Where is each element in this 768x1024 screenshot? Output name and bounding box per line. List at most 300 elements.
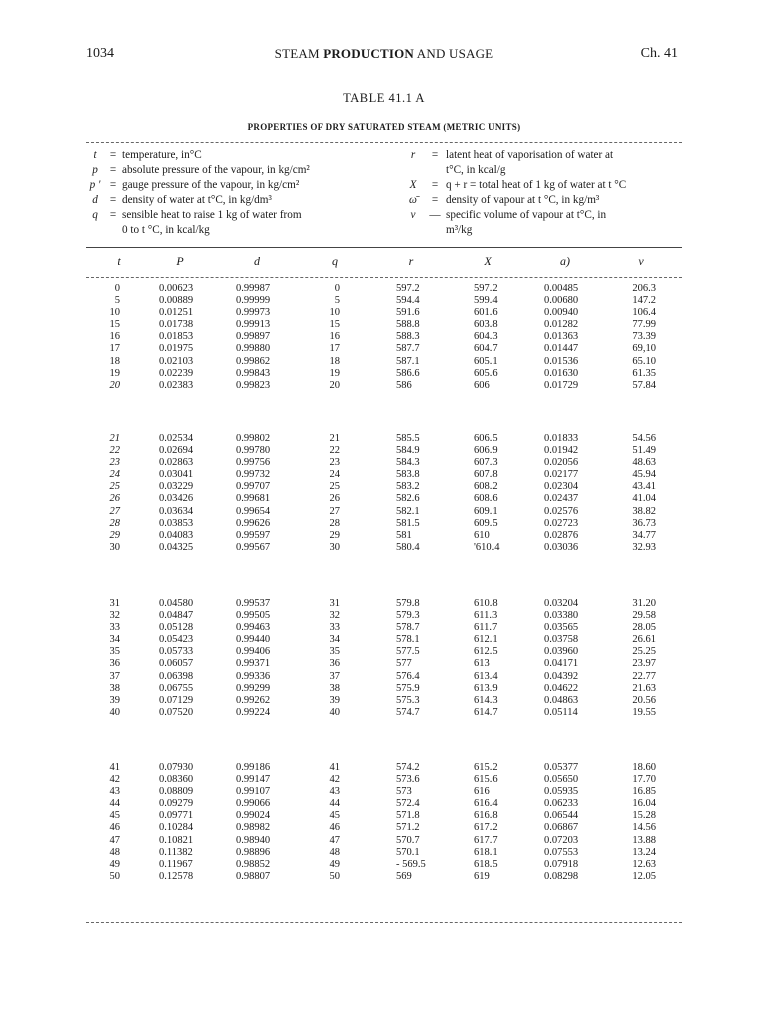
cell-t: 36 — [109, 658, 120, 670]
cell-t: 10 — [109, 307, 120, 319]
cell-d: 0.99147 — [236, 774, 271, 786]
cell-p: 0.03041 — [159, 469, 194, 481]
cell-d: 0.99897 — [236, 331, 271, 343]
legend-right — [402, 148, 626, 238]
cell-d: 0.99843 — [236, 367, 271, 379]
cell-q: 17 — [329, 343, 340, 355]
legend-row — [402, 193, 626, 208]
cell-r: 579.3 — [396, 610, 420, 622]
cell-v: 31.20 — [632, 598, 656, 609]
cell-omega: 0.03204 — [544, 598, 579, 609]
cell-v: 34.77 — [632, 529, 656, 541]
legend-eq: = — [109, 164, 117, 176]
legend-sym: X — [409, 179, 417, 191]
cell-x: 605.6 — [474, 367, 498, 379]
cell-p: 0.08360 — [159, 774, 194, 786]
legend-continuation: m³/kg — [446, 224, 473, 236]
cell-v: 73.39 — [632, 331, 656, 343]
cell-v: 48.63 — [632, 457, 656, 469]
cell-r: 581 — [396, 529, 412, 541]
cell-omega: 0.01447 — [544, 343, 579, 355]
cell-r: 587.7 — [396, 343, 420, 355]
cell-p: 0.02534 — [159, 433, 194, 444]
table-row — [0, 835, 768, 847]
table-row — [0, 598, 768, 610]
cell-q: 15 — [329, 319, 340, 331]
cell-x: 616.8 — [474, 810, 498, 822]
table-row — [0, 368, 768, 380]
cell-omega: 0.01630 — [544, 367, 579, 379]
cell-q: 25 — [329, 481, 340, 493]
table-row — [0, 658, 768, 670]
legend-sym: q — [92, 209, 98, 221]
cell-x: 615.6 — [474, 774, 498, 786]
cell-q: 10 — [329, 307, 340, 319]
cell-r: 570.7 — [396, 834, 420, 846]
table-row — [0, 634, 768, 646]
cell-t: 21 — [109, 433, 120, 444]
cell-v: 54.56 — [632, 433, 656, 444]
cell-t: 44 — [109, 798, 120, 810]
cell-q: 41 — [329, 762, 340, 773]
cell-x: 611.3 — [474, 610, 498, 622]
cell-q: 38 — [329, 682, 340, 694]
table-row — [0, 457, 768, 469]
cell-d: 0.99780 — [236, 445, 271, 457]
cell-d: 0.99066 — [236, 798, 271, 810]
running-title-pre: STEAM — [274, 46, 324, 61]
cell-t: 41 — [109, 762, 120, 773]
legend-desc: density of vapour at t °C, in kg/m³ — [446, 194, 600, 206]
cell-r: 582.6 — [396, 493, 420, 505]
table-row — [0, 469, 768, 481]
table-row — [0, 622, 768, 634]
cell-v: 41.04 — [632, 493, 656, 505]
cell-v: 57.84 — [632, 379, 656, 391]
cell-p: 0.03229 — [159, 481, 194, 493]
legend-sym: d — [92, 194, 98, 206]
cell-q: 24 — [329, 469, 340, 481]
cell-p: 0.05733 — [159, 646, 194, 658]
cell-t: 24 — [109, 469, 120, 481]
table-row — [0, 798, 768, 810]
legend-desc: sensible heat to raise 1 kg of water from — [122, 209, 302, 221]
cell-v: 65.10 — [632, 355, 656, 367]
cell-v: 18.60 — [632, 762, 656, 773]
cell-q: 18 — [329, 355, 340, 367]
cell-omega: 0.06233 — [544, 798, 579, 810]
cell-t: 0 — [114, 283, 120, 294]
cell-t: 29 — [109, 529, 120, 541]
cell-q: 21 — [329, 433, 340, 444]
rule-header-bottom — [86, 277, 682, 278]
cell-p: 0.03426 — [159, 493, 194, 505]
cell-x: 613.4 — [474, 670, 498, 682]
cell-t: 33 — [109, 622, 120, 634]
cell-r: 573.6 — [396, 774, 420, 786]
cell-p: 0.04325 — [159, 541, 194, 553]
cell-d: 0.99987 — [236, 283, 271, 294]
legend-row — [86, 178, 310, 193]
cell-d: 0.99654 — [236, 505, 271, 517]
cell-omega: 0.06867 — [544, 822, 579, 834]
cell-v: 45.94 — [632, 469, 656, 481]
cell-x: 597.2 — [474, 283, 498, 294]
cell-t: 15 — [109, 319, 120, 331]
cell-x: 619 — [474, 870, 490, 882]
cell-omega: 0.02723 — [544, 517, 579, 529]
cell-q: 23 — [329, 457, 340, 469]
cell-q: 0 — [334, 283, 340, 294]
cell-v: 61.35 — [632, 367, 656, 379]
cell-p: 0.00889 — [159, 295, 194, 307]
cell-r: 570.1 — [396, 846, 420, 858]
legend-sym: t — [93, 149, 97, 161]
cell-r: 571.2 — [396, 822, 420, 834]
cell-t: 46 — [109, 822, 120, 834]
cell-q: 30 — [329, 541, 340, 553]
cell-v: 17.70 — [632, 774, 656, 786]
cell-q: 46 — [329, 822, 340, 834]
cell-v: 147.2 — [632, 295, 656, 307]
legend-eq: = — [431, 194, 439, 206]
cell-d: 0.99463 — [236, 622, 271, 634]
cell-r: 574.7 — [396, 706, 420, 718]
table-row-group — [0, 598, 768, 719]
cell-r: 572.4 — [396, 798, 420, 810]
cell-d: 0.99406 — [236, 646, 271, 658]
cell-d: 0.99505 — [236, 610, 271, 622]
table-row — [0, 283, 768, 295]
cell-r: 588.8 — [396, 319, 420, 331]
cell-d: 0.99756 — [236, 457, 271, 469]
cell-t: 25 — [109, 481, 120, 493]
cell-x: 606.5 — [474, 433, 498, 444]
cell-omega: 0.02304 — [544, 481, 579, 493]
cell-r: 586 — [396, 379, 412, 391]
cell-x: 606 — [474, 379, 490, 391]
legend-row — [86, 163, 310, 178]
legend-row — [402, 148, 626, 163]
cell-d: 0.99024 — [236, 810, 271, 822]
cell-p: 0.11967 — [159, 858, 193, 870]
cell-omega: 0.07918 — [544, 858, 579, 870]
cell-omega: 0.04863 — [544, 694, 579, 706]
cell-t: 47 — [109, 834, 120, 846]
legend-eq: = — [109, 194, 117, 206]
cell-v: 14.56 — [632, 822, 656, 834]
cell-p: 0.09771 — [159, 810, 194, 822]
cell-x: 607.3 — [474, 457, 498, 469]
cell-t: 19 — [109, 367, 120, 379]
legend-sym: r — [410, 149, 416, 161]
cell-x: 599.4 — [474, 295, 498, 307]
cell-d: 0.98896 — [236, 846, 271, 858]
cell-p: 0.05128 — [159, 622, 194, 634]
legend-row — [86, 208, 310, 223]
table-row — [0, 683, 768, 695]
cell-p: 0.02103 — [159, 355, 194, 367]
legend-sym: p ' — [89, 179, 101, 191]
cell-p: 0.09279 — [159, 798, 194, 810]
cell-omega: 0.07203 — [544, 834, 579, 846]
cell-r: 581.5 — [396, 517, 420, 529]
legend-row — [402, 178, 626, 193]
cell-t: 35 — [109, 646, 120, 658]
legend-sym: v — [410, 209, 416, 221]
cell-r: 584.3 — [396, 457, 420, 469]
cell-q: 47 — [329, 834, 340, 846]
cell-r: 578.1 — [396, 634, 420, 646]
table-row — [0, 786, 768, 798]
cell-t: 38 — [109, 682, 120, 694]
cell-d: 0.99440 — [236, 634, 271, 646]
chapter-label: Ch. 41 — [640, 46, 678, 61]
legend-desc: q + r = total heat of 1 kg of water at t °C — [446, 179, 627, 191]
cell-omega: 0.07553 — [544, 846, 579, 858]
legend-sym: ω̄ — [409, 194, 417, 206]
legend-eq: = — [109, 179, 117, 191]
cell-v: 77.99 — [632, 319, 656, 331]
cell-t: 37 — [109, 670, 120, 682]
cell-r: 587.1 — [396, 355, 420, 367]
cell-t: 49 — [109, 858, 120, 870]
cell-t: 30 — [109, 541, 120, 553]
cell-p: 0.04580 — [159, 598, 194, 609]
cell-r: - 569.5 — [396, 858, 426, 870]
cell-q: 36 — [329, 658, 340, 670]
cell-d: 0.99913 — [236, 319, 271, 331]
cell-omega: 0.06544 — [544, 810, 579, 822]
legend-desc: latent heat of vaporisation of water at — [446, 149, 614, 161]
table-row-group — [0, 283, 768, 392]
cell-x: 618.5 — [474, 858, 498, 870]
cell-d: 0.99707 — [236, 481, 271, 493]
cell-t: 26 — [109, 493, 120, 505]
cell-x: 608.2 — [474, 481, 498, 493]
cell-d: 0.99973 — [236, 307, 271, 319]
table-row — [0, 707, 768, 719]
cell-x: 609.1 — [474, 505, 498, 517]
cell-x: 605.1 — [474, 355, 498, 367]
cell-omega: 0.04392 — [544, 670, 579, 682]
cell-p: 0.02239 — [159, 367, 194, 379]
legend-eq: = — [109, 149, 117, 161]
cell-t: 27 — [109, 505, 120, 517]
col-header-x: X — [484, 254, 492, 268]
cell-t: 43 — [109, 786, 120, 798]
cell-p: 0.01738 — [159, 319, 194, 331]
cell-x: 610.8 — [474, 598, 498, 609]
cell-omega: 0.01363 — [544, 331, 579, 343]
cell-r: 588.3 — [396, 331, 420, 343]
cell-t: 32 — [109, 610, 120, 622]
cell-x: 606.9 — [474, 445, 498, 457]
cell-x: 618.1 — [474, 846, 498, 858]
cell-x: 604.3 — [474, 331, 498, 343]
cell-q: 33 — [329, 622, 340, 634]
cell-v: 28.05 — [632, 622, 656, 634]
cell-q: 22 — [329, 445, 340, 457]
table-row — [0, 530, 768, 542]
cell-v: 25.25 — [632, 646, 656, 658]
col-header-r: r — [408, 254, 414, 268]
legend-eq — [424, 163, 446, 178]
cell-d: 0.98982 — [236, 822, 271, 834]
table-row — [0, 445, 768, 457]
table-row — [0, 481, 768, 493]
cell-p: 0.12578 — [159, 870, 194, 882]
cell-r: 574.2 — [396, 762, 420, 773]
cell-omega: 0.05650 — [544, 774, 579, 786]
cell-q: 49 — [329, 858, 340, 870]
cell-q: 50 — [329, 870, 340, 882]
cell-t: 16 — [109, 331, 120, 343]
cell-d: 0.99186 — [236, 762, 271, 773]
legend-desc: gauge pressure of the vapour, in kg/cm² — [122, 179, 300, 191]
cell-omega: 0.02876 — [544, 529, 579, 541]
cell-t: 39 — [109, 694, 120, 706]
cell-omega: 0.03758 — [544, 634, 579, 646]
cell-p: 0.01251 — [159, 307, 194, 319]
cell-d: 0.99597 — [236, 529, 271, 541]
legend-desc: density of water at t°C, in kg/dm³ — [122, 194, 272, 206]
legend-continuation: 0 to t °C, in kcal/kg — [122, 224, 210, 236]
cell-x: 607.8 — [474, 469, 498, 481]
cell-t: 23 — [109, 457, 120, 469]
cell-x: '610.4 — [474, 541, 500, 553]
cell-p: 0.08809 — [159, 786, 194, 798]
cell-v: 16.85 — [632, 786, 656, 798]
cell-r: 586.6 — [396, 367, 420, 379]
cell-v: 38.82 — [632, 505, 656, 517]
cell-v: 36.73 — [632, 517, 656, 529]
cell-x: 614.3 — [474, 694, 498, 706]
cell-d: 0.98807 — [236, 870, 271, 882]
cell-v: 32.93 — [632, 541, 656, 553]
cell-d: 0.99107 — [236, 786, 271, 798]
cell-t: 22 — [109, 445, 120, 457]
table-row — [0, 343, 768, 355]
cell-p: 0.11382 — [159, 846, 193, 858]
cell-v: 20.56 — [632, 694, 656, 706]
table-row — [0, 433, 768, 445]
cell-q: 5 — [334, 295, 340, 307]
running-title-bold: PRODUCTION — [323, 46, 415, 61]
cell-omega: 0.00940 — [544, 307, 579, 319]
cell-v: 13.88 — [632, 834, 656, 846]
cell-p: 0.01853 — [159, 331, 194, 343]
legend-row — [86, 148, 310, 163]
page-number: 1034 — [86, 46, 114, 61]
cell-v: 106.4 — [632, 307, 656, 319]
cell-r: 591.6 — [396, 307, 420, 319]
cell-omega: 0.08298 — [544, 870, 579, 882]
cell-x: 604.7 — [474, 343, 498, 355]
table-row — [0, 695, 768, 707]
legend-desc: t°C, in kcal/g — [446, 164, 506, 176]
cell-omega: 0.03960 — [544, 646, 579, 658]
cell-v: 13.24 — [632, 846, 656, 858]
running-title-post: AND USAGE — [414, 46, 494, 61]
col-header-v: v — [638, 254, 644, 268]
table-row — [0, 810, 768, 822]
cell-x: 609.5 — [474, 517, 498, 529]
cell-v: 16.04 — [632, 798, 656, 810]
cell-t: 17 — [109, 343, 120, 355]
cell-x: 614.7 — [474, 706, 498, 718]
col-header-p: P — [176, 254, 184, 268]
cell-r: 575.9 — [396, 682, 420, 694]
cell-omega: 0.04171 — [544, 658, 579, 670]
cell-omega: 0.02056 — [544, 457, 579, 469]
cell-omega: 0.05114 — [544, 706, 578, 718]
legend-eq: — — [429, 209, 441, 221]
cell-p: 0.02694 — [159, 445, 194, 457]
cell-d: 0.99681 — [236, 493, 271, 505]
cell-r: 584.9 — [396, 445, 420, 457]
cell-r: 594.4 — [396, 295, 420, 307]
cell-t: 5 — [114, 295, 120, 307]
table-row — [0, 356, 768, 368]
cell-r: 571.8 — [396, 810, 420, 822]
cell-omega: 0.01536 — [544, 355, 579, 367]
cell-q: 20 — [329, 379, 340, 391]
cell-p: 0.10284 — [159, 822, 194, 834]
cell-d: 0.99371 — [236, 658, 271, 670]
cell-q: 28 — [329, 517, 340, 529]
cell-omega: 0.00485 — [544, 283, 579, 294]
table-row — [0, 774, 768, 786]
cell-p: 0.02383 — [159, 379, 194, 391]
legend-sym — [402, 163, 424, 178]
cell-t: 40 — [109, 706, 120, 718]
cell-v: 19.55 — [632, 706, 656, 718]
col-header-omega: a) — [560, 254, 570, 268]
cell-r: 576.4 — [396, 670, 420, 682]
cell-v: 206.3 — [632, 283, 656, 294]
cell-v: 23.97 — [632, 658, 656, 670]
table-row — [0, 518, 768, 530]
cell-omega: 0.03565 — [544, 622, 579, 634]
cell-t: 20 — [109, 379, 120, 391]
cell-q: 27 — [329, 505, 340, 517]
cell-q: 48 — [329, 846, 340, 858]
legend-eq: = — [109, 209, 117, 221]
legend-row — [86, 193, 310, 208]
legend-sym: p — [92, 164, 98, 176]
cell-t: 42 — [109, 774, 120, 786]
legend-left — [86, 148, 310, 238]
cell-x: 616.4 — [474, 798, 498, 810]
legend-eq: = — [431, 179, 439, 191]
legend-desc: temperature, in°C — [122, 149, 202, 161]
cell-d: 0.99862 — [236, 355, 271, 367]
cell-p: 0.04847 — [159, 610, 194, 622]
cell-p: 0.07930 — [159, 762, 194, 773]
table-row-group — [0, 762, 768, 883]
cell-d: 0.99732 — [236, 469, 271, 481]
cell-t: 48 — [109, 846, 120, 858]
table-row — [0, 380, 768, 392]
cell-x: 612.1 — [474, 634, 498, 646]
cell-d: 0.99537 — [236, 598, 271, 609]
table-number: TABLE 41.1 A — [343, 91, 425, 105]
cell-q: 19 — [329, 367, 340, 379]
cell-r: 573 — [396, 786, 412, 798]
cell-r: 578.7 — [396, 622, 420, 634]
cell-r: 582.1 — [396, 505, 420, 517]
